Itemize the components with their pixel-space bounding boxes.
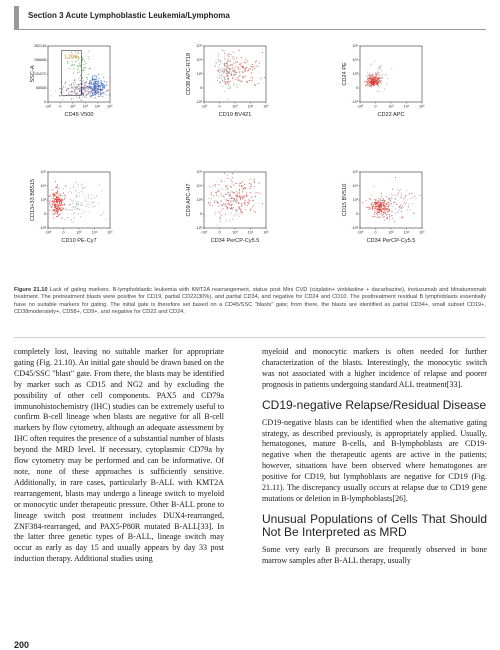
y-tick-label: 10⁴ — [196, 184, 202, 189]
x-axis-label: CD10 PE-Cy7 — [61, 238, 97, 244]
x-tick-label: 0 — [218, 104, 221, 109]
y-tick-label: 0 — [356, 86, 358, 91]
x-axis-label: CD45 V500 — [64, 112, 94, 118]
figure-caption-label: Figure 21.10 — [14, 287, 48, 293]
y-tick-label: -10³ — [351, 100, 358, 105]
y-axis-label: CD38 APC-R718 — [186, 52, 192, 96]
y-tick-label: 10⁴ — [352, 184, 358, 189]
figure-21-10 — [14, 36, 486, 288]
y-tick-label: 10⁵ — [352, 44, 358, 49]
y-axis-label: CD13+33 BB515 — [30, 178, 36, 222]
y-tick-label: -10³ — [351, 226, 358, 231]
y-axis-label: CD9 APC-H7 — [186, 183, 192, 217]
x-tick-label: -10³ — [44, 230, 52, 235]
x-tick-label: 10⁴ — [403, 230, 410, 235]
plot-svg — [174, 166, 324, 288]
x-tick-label: 10⁵ — [107, 104, 113, 109]
x-axis-label: CD34 PerCP-Cy5.5 — [366, 238, 416, 244]
y-tick-label: 65536 — [36, 86, 46, 91]
flow-plot-cd45-ssc — [18, 40, 168, 162]
y-axis-label: SSC-A — [30, 65, 36, 83]
y-tick-label: 196608 — [34, 58, 46, 63]
x-tick-label: 10⁵ — [107, 230, 113, 235]
y-tick-label: -10³ — [195, 226, 202, 231]
x-tick-label: 10³ — [232, 230, 238, 235]
x-tick-label: 10³ — [388, 104, 394, 109]
y-tick-label: 0 — [200, 86, 202, 91]
x-tick-label: -10³ — [200, 230, 208, 235]
x-tick-label: 0 — [59, 104, 62, 109]
flow-plot-cd22-cd24 — [330, 40, 480, 162]
x-tick-label: 10³ — [388, 230, 394, 235]
y-tick-label: 10⁵ — [196, 44, 202, 49]
x-tick-label: 10⁴ — [403, 104, 410, 109]
plot-svg — [174, 40, 324, 162]
x-axis-label: CD22 APC — [377, 112, 405, 118]
y-tick-label: 10³ — [196, 198, 202, 203]
y-tick-label: 10⁵ — [352, 170, 358, 175]
caption-separator — [14, 337, 486, 338]
x-tick-label: 0 — [374, 230, 377, 235]
left-column — [14, 347, 224, 565]
figure-caption-text: Lack of gating markers. B-lymphoblastic leukemia with KMT2A rearrangement, status post Mini CVD (cisplatin+ vinblastine + dacarbazine), inotuzumab and blinatumomab treatment. The pretreatment blasts were positive for CD19, partial CD22(30%), and partial CD34, and negative for CD24 and CD10. The posttreatment residual B lymphoblasts essentially have no suitable markers for gating. The initial gate is therefore set based on a CD45/SSC "blasts" gate; from there, the blasts are identified as partial CD34+, small subset CD19+, CD38moderately+, CD58+, CD9+, and negative for CD22 and CD24. — [14, 287, 486, 315]
y-axis-label: CD24 PE — [342, 62, 348, 86]
x-tick-label: -10³ — [356, 230, 364, 235]
x-tick-label: 10⁵ — [419, 104, 425, 109]
x-tick-label: 10⁴ — [91, 230, 98, 235]
flow-plot-cd34-cd15 — [330, 166, 480, 288]
x-tick-label: -10² — [44, 104, 52, 109]
y-tick-label: 10³ — [40, 198, 46, 203]
x-tick-label: 0 — [374, 104, 377, 109]
x-tick-label: 0 — [218, 230, 221, 235]
y-tick-label: 10⁴ — [40, 184, 46, 189]
header-accent-bar — [14, 6, 19, 30]
plot-frame — [204, 172, 266, 228]
x-tick-label: 10⁴ — [247, 104, 254, 109]
x-tick-label: 10³ — [232, 104, 238, 109]
y-tick-label: 131072 — [34, 72, 46, 77]
y-tick-label: 0 — [44, 212, 46, 217]
plot-svg — [18, 166, 168, 288]
x-tick-label: 10³ — [76, 230, 82, 235]
page-number: 200 — [14, 640, 30, 650]
y-tick-label: -10³ — [39, 226, 46, 231]
running-header — [14, 6, 486, 30]
y-tick-label: 10⁵ — [40, 170, 46, 175]
right-paragraph-2: CD19-negative blasts can be identified when the alternative gating strategy, as described previously, is appropriately applied. Usually, hematogones, mature B-cells, and B-lymphoblasts are CD19-negative when the therapeutic agents are active in the patients; however, situations have been observed where hematogones are positive for CD19, but lymphoblasts are negative for CD19 (Fig. 21.11). The discrepancy usually occurs at relapse due to CD19 gene mutations or deletion in B-lymphoblasts[26]. — [262, 417, 487, 503]
gate-percentage-label: 1.20% — [64, 54, 79, 61]
x-tick-label: -10³ — [200, 104, 208, 109]
y-tick-label: 10³ — [352, 72, 358, 77]
flow-plot-cd10-cd13-33 — [18, 166, 168, 288]
y-tick-label: 0 — [44, 100, 46, 105]
x-tick-label: 10⁴ — [94, 104, 101, 109]
x-tick-label: 10⁴ — [247, 230, 254, 235]
x-tick-label: 10³ — [82, 104, 88, 109]
plot-svg — [330, 166, 480, 288]
left-paragraph: completely lost, leaving no suitable marker for appropriate gating (Fig. 21.10). An initial gate should be drawn based on the CD45/SSC "blast" gate. From there, the blasts may be identified by marker such as CD15 and NG2 and by excluding the possibility of other cell components. PAX5 and CD79a immunohistochemistry (IHC) studies can be extremely useful to confirm B-cell lineage when blasts are negative for all B-cell markers by flow cytometry, although an adequate assessment by IHC often requires the presence of a substantial number of blasts beyond the MRD level. If necessary, cytoplasmic CD79a by flow cytometry may be performed and can be informative. Of note, none of these approaches is sufficiently sensitive. Additionally, in rare cases, particularly B-ALL with KMT2A rearrangement, blasts may undergo a lineage switch to myeloid or monocytic under therapeutic pressure. Other B-ALL prone to lineage switch post treatment includes DUX4-rearranged, ZNF384-rearranged, and PAX5-P80R mutated B-ALL[33]. In the latter three genetic types of B-ALL, lineage switch may occur as early as day 15 and usually appears by day 33 post induction therapy. Additional studies using — [14, 347, 224, 564]
y-axis-label: CD15 BV510 — [342, 183, 348, 217]
y-tick-label: 10⁵ — [196, 170, 202, 175]
section-heading-unusual-populations: Unusual Populations of Cells That Should Not Be Interpreted as MRD — [262, 511, 487, 539]
y-tick-label: 10⁴ — [352, 58, 358, 63]
plot-svg — [330, 40, 480, 162]
x-tick-label: 10⁵ — [263, 230, 269, 235]
plot-svg — [18, 40, 168, 162]
x-tick-label: 10² — [70, 104, 76, 109]
figure-caption — [14, 287, 486, 316]
y-tick-label: 10⁴ — [196, 58, 202, 63]
y-tick-label: -10³ — [195, 100, 202, 105]
flow-plot-cd34-cd9 — [174, 166, 324, 288]
x-tick-label: 10⁵ — [263, 104, 269, 109]
x-tick-label: -10³ — [356, 104, 364, 109]
right-paragraph-3: Some very early B precursors are frequently observed in bone marrow samples after B-ALL therapy, usually — [262, 544, 487, 565]
y-tick-label: 0 — [200, 212, 202, 217]
y-tick-label: 262144 — [34, 44, 46, 49]
right-column — [262, 347, 487, 567]
y-tick-label: 10³ — [196, 72, 202, 77]
y-tick-label: 10³ — [352, 198, 358, 203]
x-axis-label: CD34 PerCP-Cy5.5 — [210, 238, 260, 244]
section-heading-cd19-negative: CD19-negative Relapse/Residual Disease — [262, 397, 487, 412]
x-tick-label: 0 — [62, 230, 65, 235]
y-tick-label: 0 — [356, 212, 358, 217]
x-tick-label: 10⁵ — [419, 230, 425, 235]
x-axis-label: CD19 BV421 — [218, 112, 252, 118]
section-title: Section 3 Acute Lymphoblastic Leukemia/Lymphoma — [28, 11, 230, 20]
flow-plot-cd19-cd38 — [174, 40, 324, 162]
right-paragraph-1: myeloid and monocytic markers is often needed for further characterization of the blasts. Interestingly, the monocytic switch was not associated with a higher incidence of relapse and poorer prognosis in patients undergoing standard ALL treatment[33]. — [262, 347, 487, 389]
